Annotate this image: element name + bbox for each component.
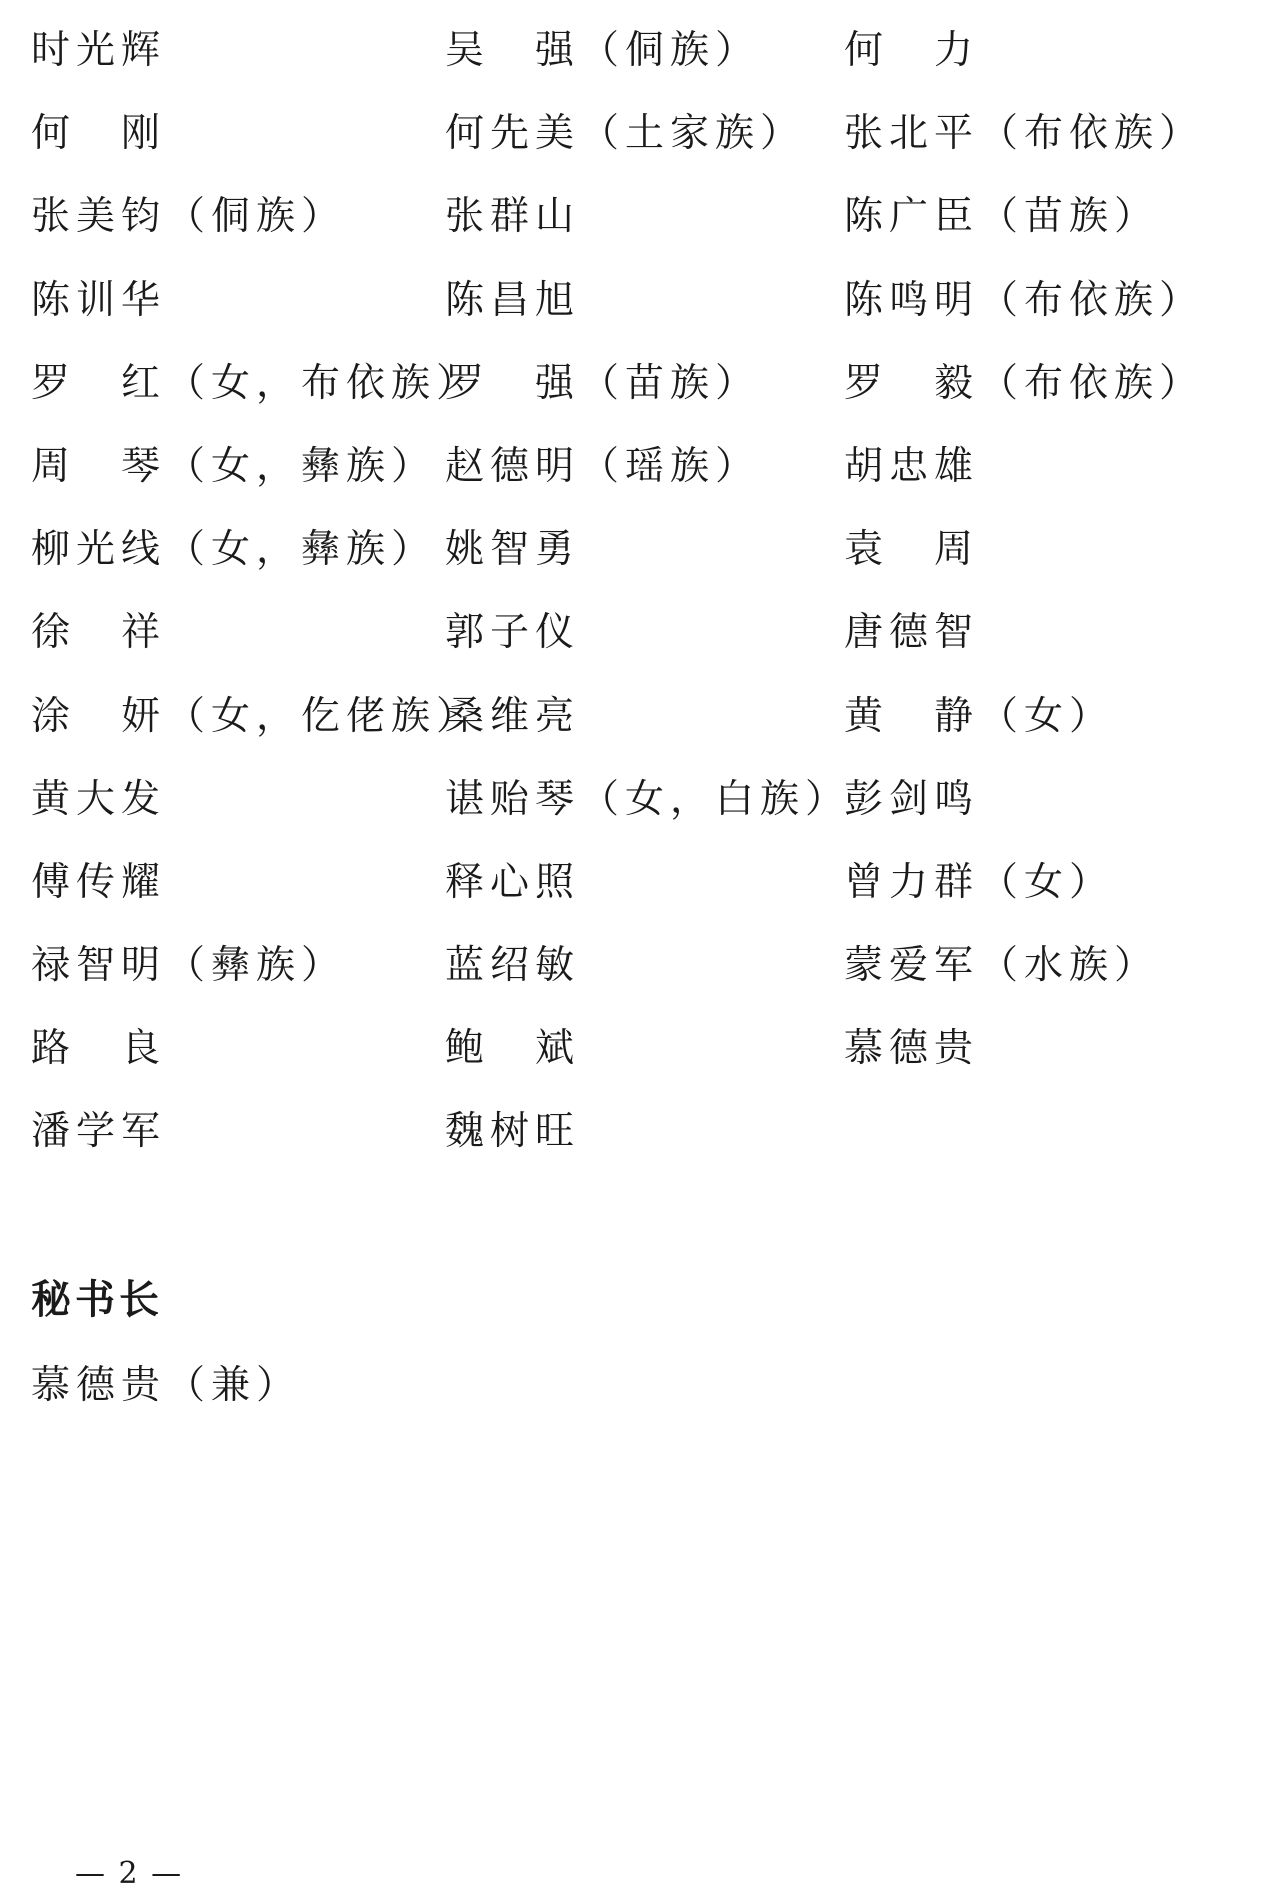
secretary-general-name: 慕德贵（兼）	[31, 1363, 302, 1408]
member-name: 释心照	[445, 859, 581, 905]
member-name: 陈广臣（苗族）	[844, 194, 1160, 240]
page-number: — 2 —	[75, 1856, 184, 1891]
member-name: 时光辉	[31, 28, 167, 73]
member-name: 柳光线（女，彝族）	[31, 527, 437, 573]
member-name: 曾力群（女）	[844, 859, 1115, 905]
member-name: 傅传耀	[31, 859, 167, 905]
member-name: 何 力	[844, 28, 980, 73]
member-name: 罗 红（女，布依族）	[31, 360, 482, 406]
member-name: 吴 强（侗族）	[445, 28, 761, 73]
member-name: 黄 静（女）	[844, 693, 1115, 739]
member-name: 涂 妍（女，仡佬族）	[31, 693, 482, 739]
member-name: 鲍 斌	[445, 1026, 581, 1072]
member-name: 禄智明（彝族）	[31, 943, 347, 989]
member-name: 张美钧（侗族）	[31, 194, 347, 240]
member-name: 何 刚	[31, 111, 167, 157]
member-name: 郭子仪	[445, 610, 581, 656]
member-name: 潘学军	[31, 1109, 167, 1155]
member-name: 黄大发	[31, 776, 167, 822]
member-name: 张北平（布依族）	[844, 111, 1205, 157]
member-name: 路 良	[31, 1026, 167, 1072]
member-name: 蒙爱军（水族）	[844, 943, 1160, 989]
member-name: 陈昌旭	[445, 277, 581, 323]
member-name: 何先美（土家族）	[445, 111, 806, 157]
member-name: 罗 毅（布依族）	[844, 360, 1205, 406]
secretary-general-heading: 秘书长	[31, 1277, 163, 1323]
member-name: 张群山	[445, 194, 581, 240]
member-name: 袁 周	[844, 527, 980, 573]
member-name-list	[31, 18, 1231, 1183]
member-name: 赵德明（瑶族）	[445, 443, 761, 489]
member-name: 彭剑鸣	[844, 776, 980, 822]
member-name: 魏树旺	[445, 1109, 581, 1155]
member-name: 徐 祥	[31, 610, 167, 656]
member-name: 陈训华	[31, 277, 167, 323]
member-name: 胡忠雄	[844, 443, 980, 489]
member-name: 罗 强（苗族）	[445, 360, 761, 406]
member-name: 唐德智	[844, 610, 980, 656]
member-name: 姚智勇	[445, 527, 581, 573]
member-name: 周 琴（女，彝族）	[31, 443, 437, 489]
member-name: 慕德贵	[844, 1026, 980, 1072]
member-name: 谌贻琴（女，白族）	[445, 776, 851, 822]
member-name: 蓝绍敏	[445, 943, 581, 989]
member-name: 陈鸣明（布依族）	[844, 277, 1205, 323]
member-name: 桑维亮	[445, 693, 581, 739]
member-name	[844, 1099, 1231, 1182]
